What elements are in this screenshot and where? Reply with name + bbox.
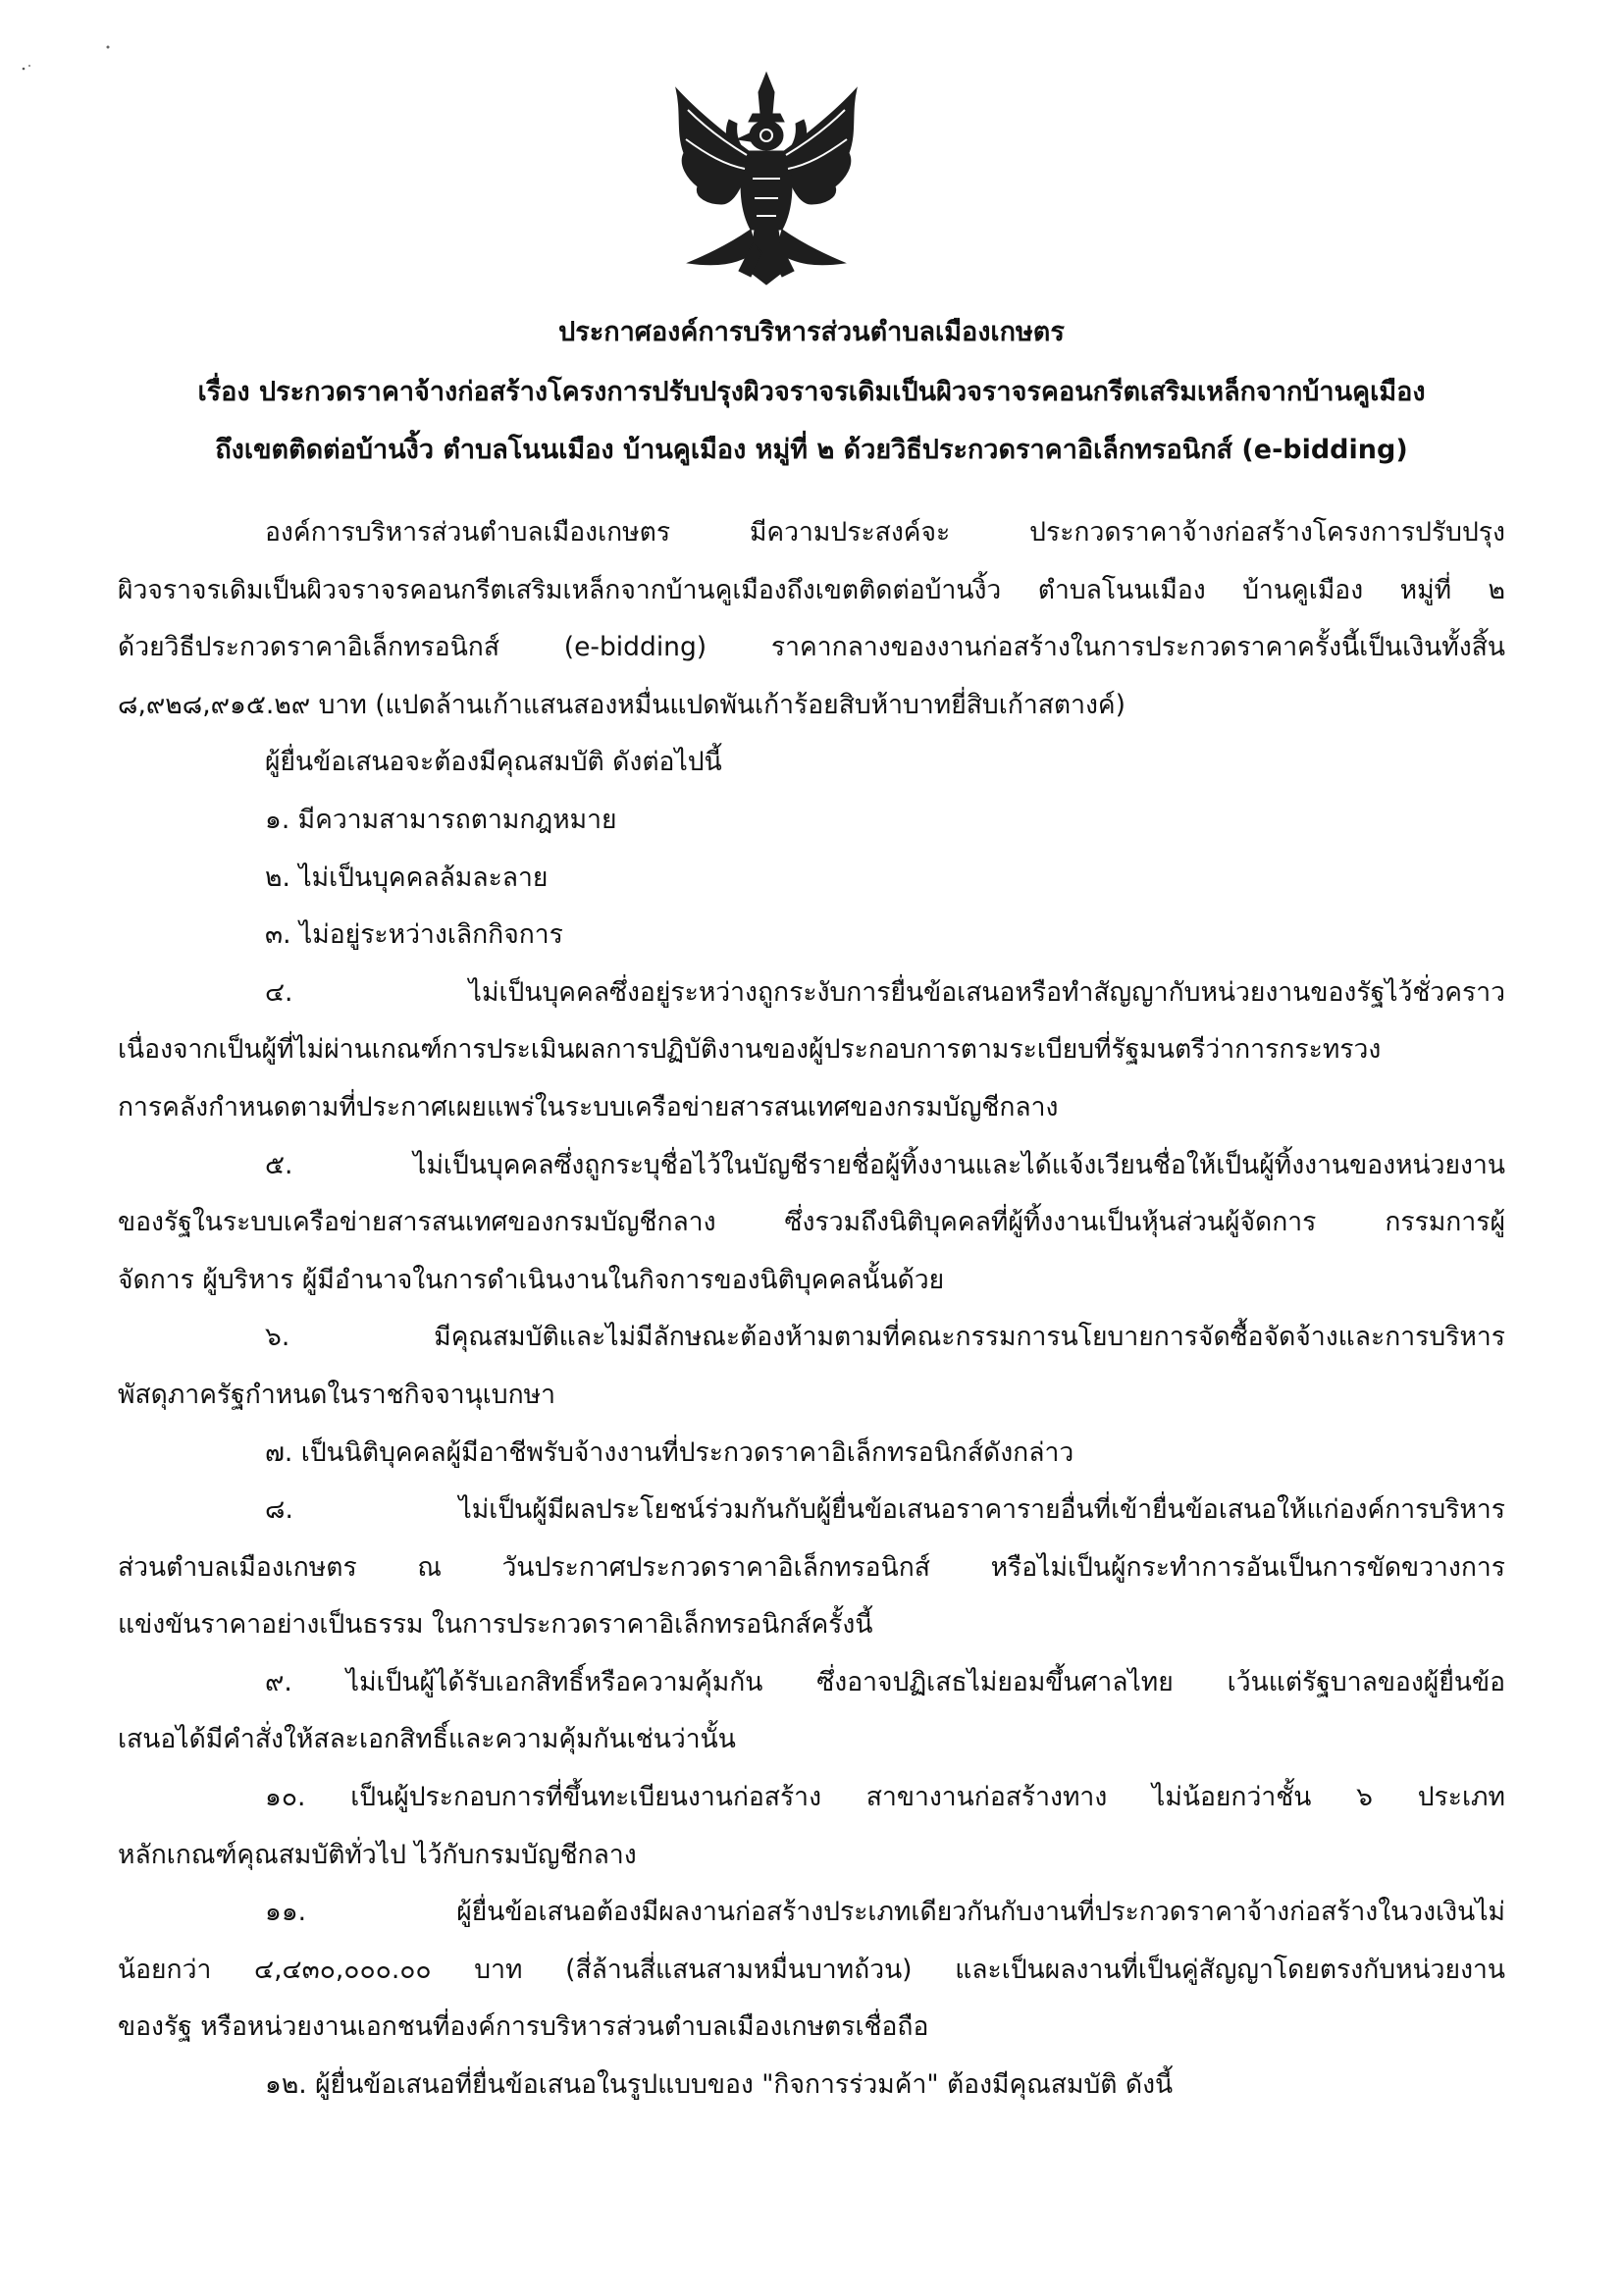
qualification-item: ๑๑. ผู้ยื่นข้อเสนอต้องมีผลงานก่อสร้างประเภทเดียวกันกับงานที่ประกวดราคาจ้างก่อสร้างในวงเงินไม่ xyxy=(265,1897,1505,1928)
qualification-item: จัดการ ผู้บริหาร ผู้มีอำนาจในการดำเนินงานในกิจการของนิติบุคคลนั้นด้วย xyxy=(118,1264,945,1295)
intro-line: ผิวจราจรเดิมเป็นผิวจราจรคอนกรีตเสริมเหล็กจากบ้านคูเมืองถึงเขตติดต่อบ้านงิ้ว ตำบลโนนเมือง บ้านคูเมือง หมู่ที่ ๒ xyxy=(118,574,1505,605)
qualification-item: ๓. ไม่อยู่ระหว่างเลิกกิจการ xyxy=(265,919,563,951)
announcement-subject xyxy=(118,365,1505,480)
qualification-item: ๑๐. เป็นผู้ประกอบการที่ขึ้นทะเบียนงานก่อสร้าง สาขางานก่อสร้างทาง ไม่น้อยกว่าชั้น ๖ ประเภท xyxy=(265,1782,1505,1813)
qualification-item: ของรัฐ หรือหน่วยงานเอกชนที่องค์การบริหารส่วนตำบลเมืองเกษตรเชื่อถือ xyxy=(118,2011,929,2043)
qualification-item: ๗. เป็นนิติบุคคลผู้มีอาชีพรับจ้างงานที่ประกวดราคาอิเล็กทรอนิกส์ดังกล่าว xyxy=(265,1436,1074,1468)
qualification-item: การคลังกำหนดตามที่ประกาศเผยแพร่ในระบบเครือข่ายสารสนเทศของกรมบัญชีกลาง xyxy=(118,1091,1059,1122)
subject-line: เรื่อง ประกวดราคาจ้างก่อสร้างโครงการปรับปรุงผิวจราจรเดิมเป็นผิวจราจรคอนกรีตเสริมเหล็กจากบ้านคูเมือง xyxy=(197,377,1426,407)
qualification-item: ๙. ไม่เป็นผู้ได้รับเอกสิทธิ์หรือความคุ้มกัน ซึ่งอาจปฏิเสธไม่ยอมขึ้นศาลไทย เว้นแต่รัฐบาลของผู้ยื่นข้อ xyxy=(265,1666,1505,1697)
qualification-item: ๖. มีคุณสมบัติและไม่มีลักษณะต้องห้ามตามที่คณะกรรมการนโยบายการจัดซื้อจัดจ้างและการบริหาร xyxy=(265,1322,1505,1353)
qualification-item: ๔. ไม่เป็นบุคคลซึ่งอยู่ระหว่างถูกระงับการยื่นข้อเสนอหรือทำสัญญากับหน่วยงานของรัฐไว้ชั่วคราว xyxy=(265,976,1505,1008)
qualification-item: แข่งขันราคาอย่างเป็นธรรม ในการประกวดราคาอิเล็กทรอนิกส์ครั้งนี้ xyxy=(118,1609,873,1641)
qualification-item: เสนอได้มีคำสั่งให้สละเอกสิทธิ์และความคุ้มกันเช่นว่านั้น xyxy=(118,1724,736,1755)
qualification-item: หลักเกณฑ์คุณสมบัติทั่วไป ไว้กับกรมบัญชีกลาง xyxy=(118,1839,637,1870)
intro-line: องค์การบริหารส่วนตำบลเมืองเกษตร มีความประสงค์จะ ประกวดราคาจ้างก่อสร้างโครงการปรับปรุง xyxy=(265,517,1505,548)
qualification-item: น้อยกว่า ๔,๔๓๐,๐๐๐.๐๐ บาท (สี่ล้านสี่แสนสามหมื่นบาทถ้วน) และเป็นผลงานที่เป็นคู่สัญญาโดยตรงกับหน่วยงาน xyxy=(118,1954,1505,1985)
qualification-item: เนื่องจากเป็นผู้ที่ไม่ผ่านเกณฑ์การประเมินผลการปฏิบัติงานของผู้ประกอบการตามระเบียบที่รัฐมนตรีว่าการกระทรวง xyxy=(118,1034,1382,1066)
qualification-item: ๒. ไม่เป็นบุคคลล้มละลาย xyxy=(265,861,549,893)
announcement-title: ประกาศองค์การบริหารส่วนตำบลเมืองเกษตร xyxy=(558,317,1065,347)
qualification-item: ๘. ไม่เป็นผู้มีผลประโยชน์ร่วมกันกับผู้ยื่นข้อเสนอราคารายอื่นที่เข้ายื่นข้อเสนอให้แก่องค์การบริหาร xyxy=(265,1494,1505,1526)
subject-line: ถึงเขตติดต่อบ้านงิ้ว ตำบลโนนเมือง บ้านคูเมือง หมู่ที่ ๒ ด้วยวิธีประกวดราคาอิเล็กทรอนิกส์ (e-bidding) xyxy=(215,434,1408,465)
qualification-item: พัสดุภาครัฐกำหนดในราชกิจจานุเบกษา xyxy=(118,1379,556,1410)
garuda-emblem-icon xyxy=(668,71,864,288)
intro-line: ๘,๙๒๘,๙๑๕.๒๙ บาท (แปดล้านเก้าแสนสองหมื่นแปดพันเก้าร้อยสิบห้าบาทยี่สิบเก้าสตางค์) xyxy=(118,689,1126,720)
qualifications-heading: ผู้ยื่นข้อเสนอจะต้องมีคุณสมบัติ ดังต่อไปนี้ xyxy=(265,747,722,778)
announcement-body xyxy=(118,504,1505,2114)
qualification-item: ๕. ไม่เป็นบุคคลซึ่งถูกระบุชื่อไว้ในบัญชีรายชื่อผู้ทิ้งงานและได้แจ้งเวียนชื่อให้เป็นผู้ทิ้งงานของหน่วยงาน xyxy=(265,1149,1505,1180)
intro-line: ด้วยวิธีประกวดราคาอิเล็กทรอนิกส์ (e-bidding) ราคากลางของงานก่อสร้างในการประกวดราคาครั้งนี้เป็นเงินทั้งสิ้น xyxy=(118,632,1505,663)
scan-specks xyxy=(20,39,137,78)
qualification-item: ของรัฐในระบบเครือข่ายสารสนเทศของกรมบัญชีกลาง ซึ่งรวมถึงนิติบุคคลที่ผู้ทิ้งงานเป็นหุ้นส่วนผู้จัดการ กรรมการผู้ xyxy=(118,1207,1505,1238)
qualification-item: ส่วนตำบลเมืองเกษตร ณ วันประกาศประกวดราคาอิเล็กทรอนิกส์ หรือไม่เป็นผู้กระทำการอันเป็นการขัดขวางการ xyxy=(118,1551,1505,1583)
qualification-item: ๑. มีความสามารถตามกฎหมาย xyxy=(265,804,617,835)
qualification-item: ๑๒. ผู้ยื่นข้อเสนอที่ยื่นข้อเสนอในรูปแบบของ "กิจการร่วมค้า" ต้องมีคุณสมบัติ ดังนี้ xyxy=(265,2069,1174,2101)
